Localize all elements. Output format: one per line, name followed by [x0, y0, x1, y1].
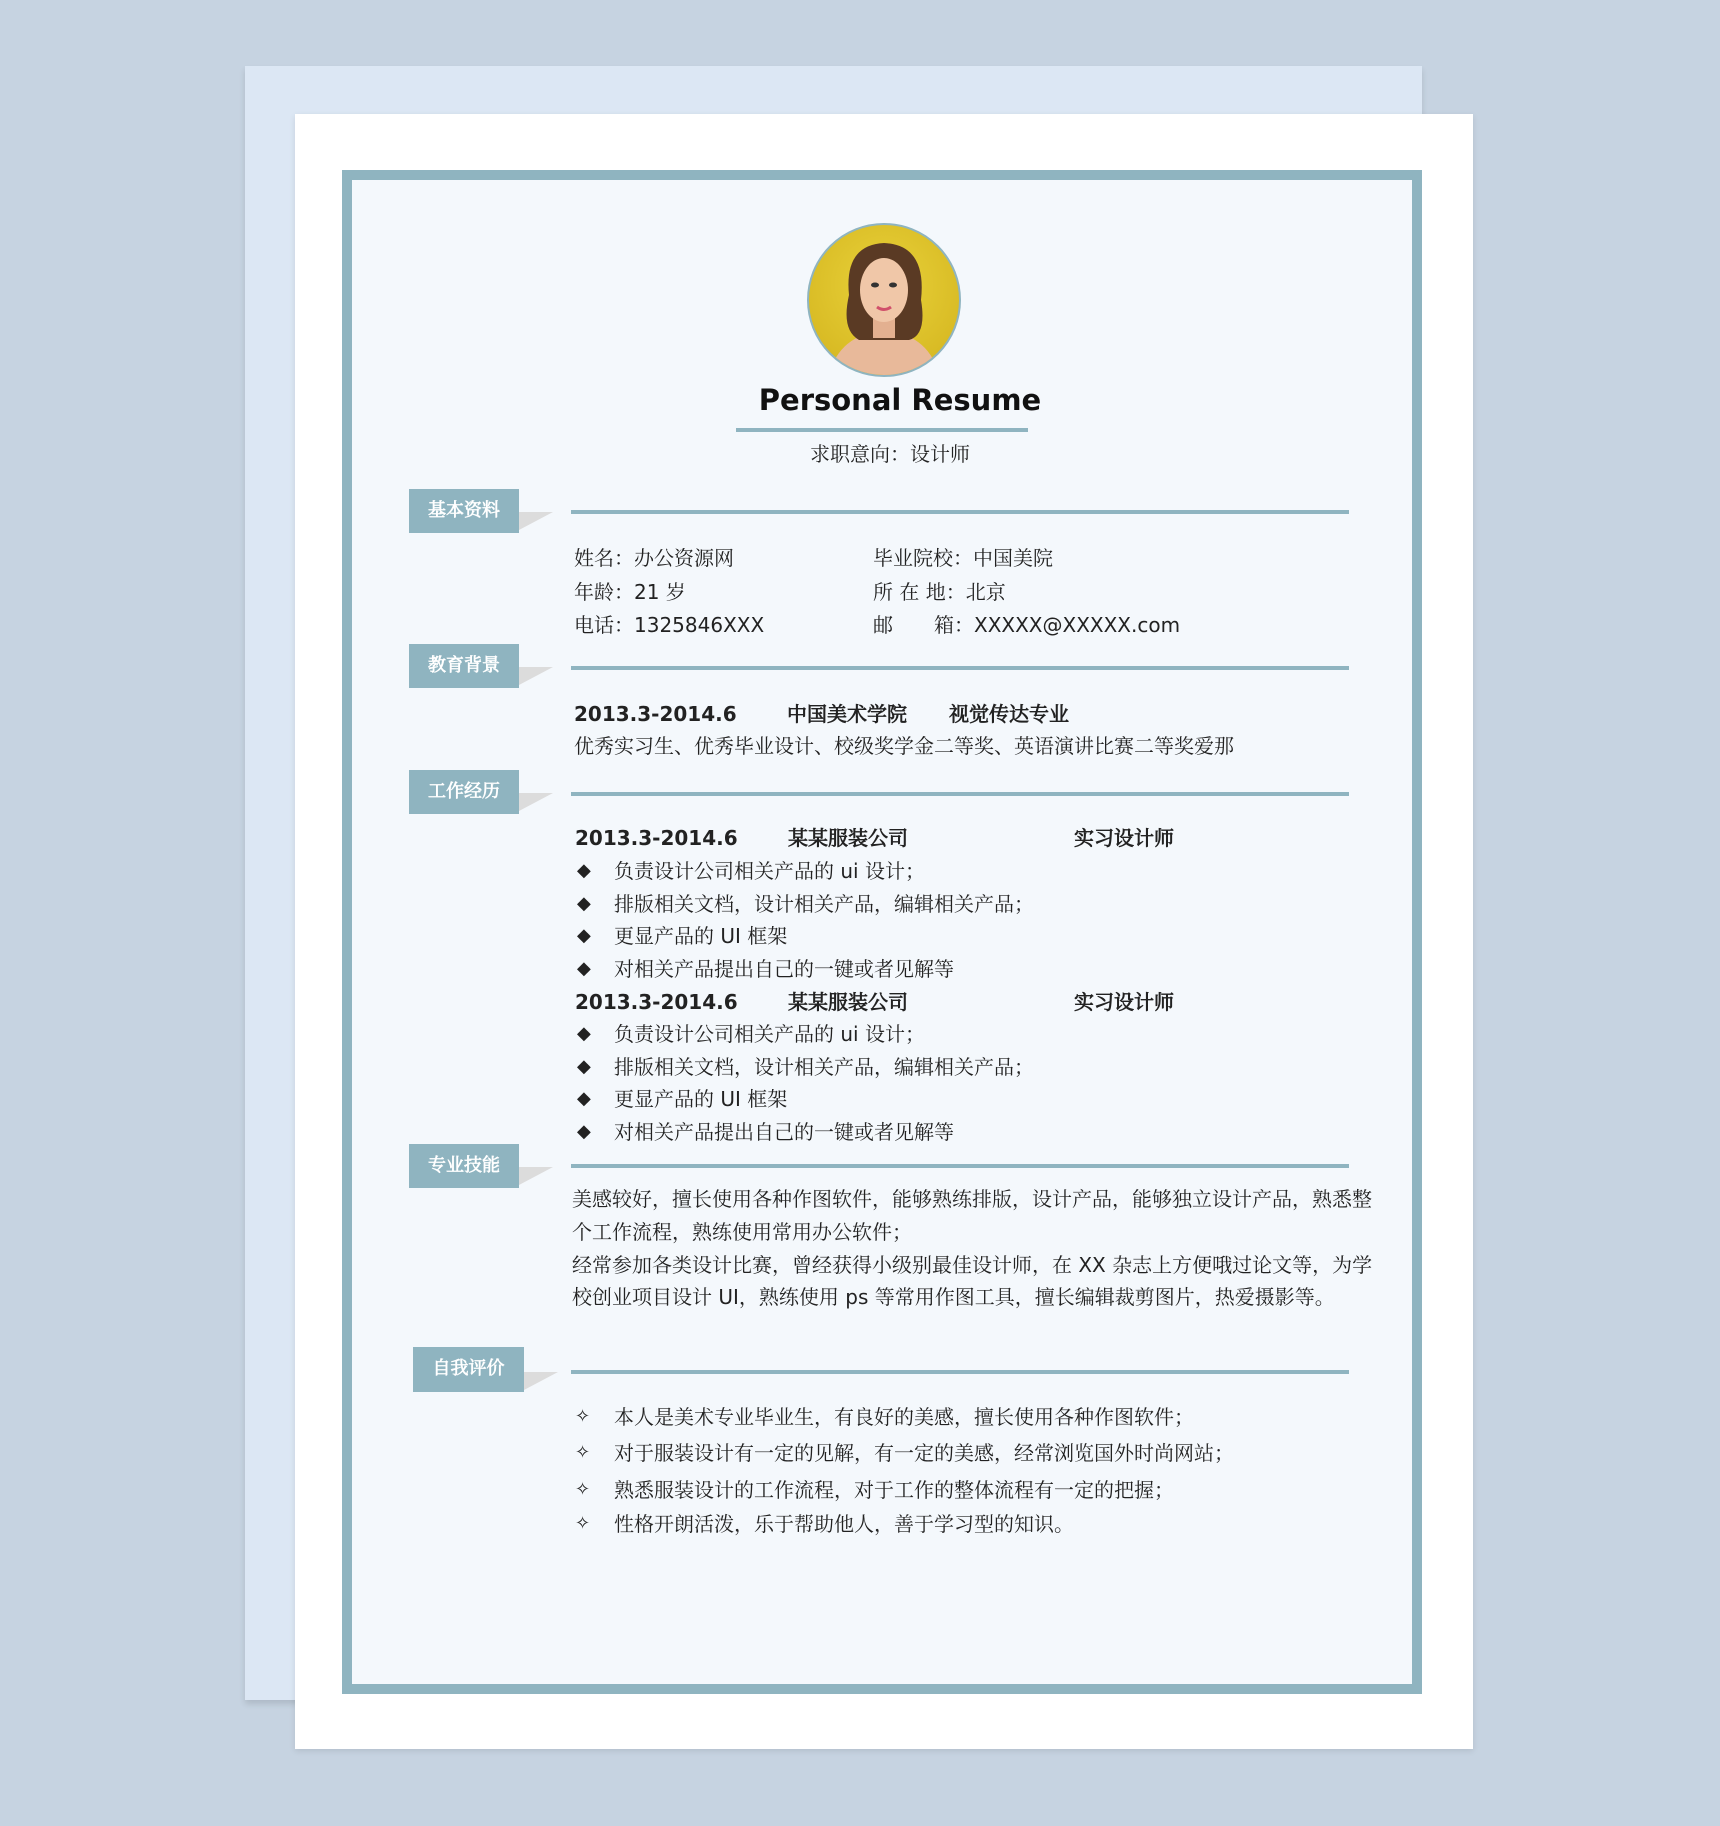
work-item: 对相关产品提出自己的一键或者见解等 — [614, 1120, 954, 1144]
label-tail — [519, 667, 553, 685]
diamond-bullet-icon: ◆ — [577, 1088, 591, 1109]
section-label-work: 工作经历 — [409, 770, 519, 814]
sparkle-bullet-icon: ✧ — [575, 1479, 591, 1500]
diamond-bullet-icon: ◆ — [577, 958, 591, 979]
work-item: 更显产品的 UI 框架 — [614, 924, 788, 948]
edu-school: 中国美术学院 — [787, 702, 907, 726]
work-item: 排版相关文档，设计相关产品，编辑相关产品； — [614, 1055, 1034, 1079]
diamond-bullet-icon: ◆ — [577, 925, 591, 946]
basic-phone: 电话：1325846XXX — [574, 613, 765, 637]
section-label-education: 教育背景 — [409, 644, 519, 688]
work-company: 某某服装公司 — [788, 826, 908, 850]
work-item: 对相关产品提出自己的一键或者见解等 — [614, 957, 954, 981]
section-divider — [571, 1370, 1349, 1374]
basic-age: 年龄：21 岁 — [574, 580, 686, 604]
self-item: 对于服装设计有一定的见解，有一定的美感，经常浏览国外时尚网站； — [614, 1441, 1234, 1465]
title-underline — [736, 428, 1028, 432]
section-divider — [571, 1164, 1349, 1168]
resume-title: Personal Resume — [758, 383, 1042, 417]
self-item: 性格开朗活泼，乐于帮助他人，善于学习型的知识。 — [614, 1512, 1074, 1536]
edu-major: 视觉传达专业 — [949, 702, 1069, 726]
work-role: 实习设计师 — [1074, 826, 1174, 850]
skills-line: 经常参加各类设计比赛，曾经获得小级别最佳设计师，在 XX 杂志上方便哦过论文等，为学 — [572, 1253, 1373, 1277]
diamond-bullet-icon: ◆ — [577, 1056, 591, 1077]
profile-photo — [807, 223, 961, 377]
edu-date: 2013.3-2014.6 — [574, 702, 737, 726]
section-divider — [571, 792, 1349, 796]
section-label-self: 自我评价 — [413, 1347, 524, 1392]
self-item: 本人是美术专业毕业生，有良好的美感，擅长使用各种作图软件； — [614, 1405, 1194, 1429]
work-role: 实习设计师 — [1074, 990, 1174, 1014]
section-label-basic: 基本资料 — [409, 489, 519, 533]
diamond-bullet-icon: ◆ — [577, 1121, 591, 1142]
label-tail — [519, 1167, 553, 1185]
work-item: 排版相关文档，设计相关产品，编辑相关产品； — [614, 892, 1034, 916]
work-company: 某某服装公司 — [788, 990, 908, 1014]
skills-line: 个工作流程，熟练使用常用办公软件； — [572, 1220, 912, 1244]
label-tail — [524, 1372, 558, 1390]
sparkle-bullet-icon: ✧ — [575, 1442, 591, 1463]
diamond-bullet-icon: ◆ — [577, 893, 591, 914]
skills-line: 校创业项目设计 UI，熟练使用 ps 等常用作图工具，擅长编辑裁剪图片，热爱摄影等。 — [572, 1285, 1335, 1309]
section-divider — [571, 510, 1349, 514]
basic-name: 姓名：办公资源网 — [574, 546, 734, 570]
work-item: 负责设计公司相关产品的 ui 设计； — [614, 1022, 925, 1046]
sparkle-bullet-icon: ✧ — [575, 1513, 591, 1534]
label-tail — [519, 793, 553, 811]
label-tail — [519, 512, 553, 530]
work-item: 负责设计公司相关产品的 ui 设计； — [614, 859, 925, 883]
basic-email: 箱：XXXXX@XXXXX.com — [934, 613, 1181, 637]
edu-desc: 优秀实习生、优秀毕业设计、校级奖学金二等奖、英语演讲比赛二等奖爱那 — [574, 734, 1234, 758]
self-item: 熟悉服装设计的工作流程，对于工作的整体流程有一定的把握； — [614, 1478, 1174, 1502]
work-date: 2013.3-2014.6 — [575, 826, 738, 850]
basic-school: 毕业院校：中国美院 — [873, 546, 1053, 570]
diamond-bullet-icon: ◆ — [577, 860, 591, 881]
basic-location: 所 在 地：北京 — [873, 580, 1006, 604]
section-divider — [571, 666, 1349, 670]
sparkle-bullet-icon: ✧ — [575, 1406, 591, 1427]
work-date: 2013.3-2014.6 — [575, 990, 738, 1014]
work-item: 更显产品的 UI 框架 — [614, 1087, 788, 1111]
section-label-skills: 专业技能 — [409, 1144, 519, 1188]
job-intent: 求职意向：设计师 — [810, 442, 970, 466]
skills-line: 美感较好，擅长使用各种作图软件，能够熟练排版，设计产品，能够独立设计产品，熟悉整 — [572, 1187, 1372, 1211]
diamond-bullet-icon: ◆ — [577, 1023, 591, 1044]
basic-email-label: 邮 — [873, 613, 893, 637]
